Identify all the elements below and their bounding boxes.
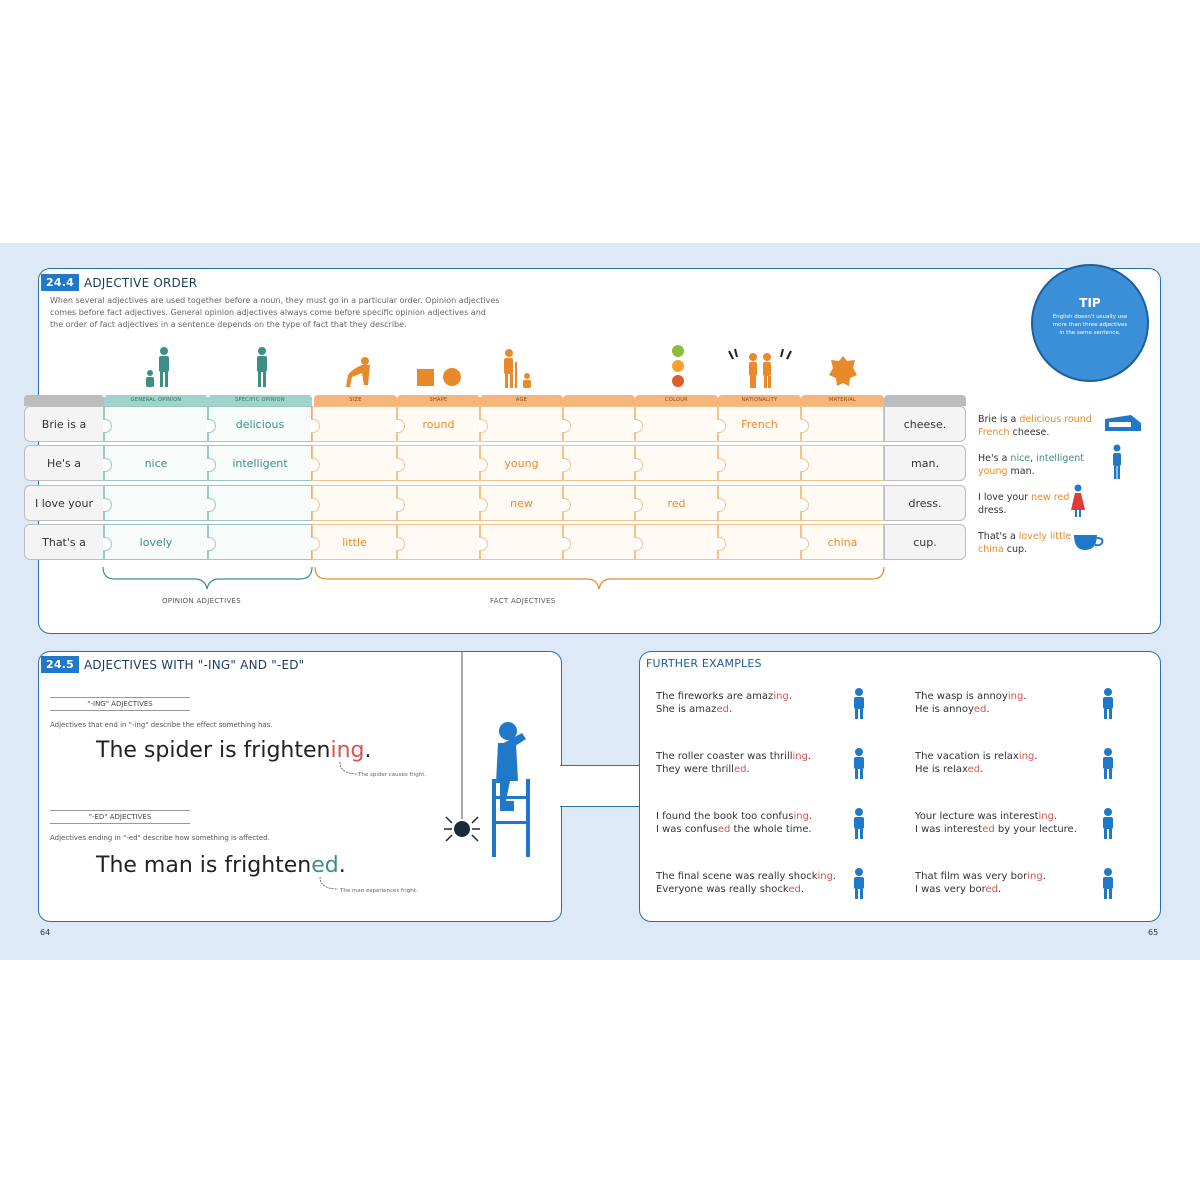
puzzle-notch [311,498,320,512]
text: They were thrill [656,764,734,775]
puzzle-notch [800,537,809,551]
puzzle-notch [800,498,809,512]
text: . [1053,811,1058,822]
sentence-end: . [364,738,372,763]
column-header-subject [24,395,104,406]
puzzle-notch [207,498,216,512]
grid-adjective-cell [480,524,563,560]
puzzle-notch [207,419,216,433]
text: The final scene was really shock [656,871,818,882]
sentence-stem: The man is frighten [96,853,312,878]
family-icon [142,345,182,390]
example-sentence [978,452,1100,478]
ed-ending: ed [788,884,801,895]
section-title: ADJECTIVES WITH "-ING" AND "-ED" [83,657,305,672]
ed-ending: ed [733,764,747,775]
example-sentence [978,491,1073,517]
puzzle-notch [479,498,488,512]
text: He's a [978,453,1011,464]
puzzle-notch [103,419,112,433]
text: The fireworks are amaz [656,691,774,702]
grid-adjective-cell [801,485,884,521]
grid-adjective-cell [208,485,312,521]
fact-word: young [978,466,1008,477]
intro-line: comes before fact adjectives. General opinion adjectives always come before specific opinion adjectives and [50,308,486,317]
ing-line [915,690,1026,703]
ing-ending: ing [1007,691,1024,702]
fireworks-icon [841,684,877,720]
puzzle-notch [311,458,320,472]
square-circle-icon [417,367,463,387]
grid-adjective-cell: nice [104,445,208,481]
ing-ending: ing [1038,811,1054,822]
grid-subject: He's a [24,445,104,481]
text: . [746,764,750,775]
puzzle-notch [634,498,643,512]
ed-ending: ed [982,824,995,835]
grid-adjective-cell: round [397,406,480,442]
people-cheering-icon [725,345,795,390]
text: . [986,704,990,715]
puzzle-notch [479,419,488,433]
column-header: GENERAL OPINION [104,395,208,406]
tip-bubble [1031,264,1149,382]
grid-adjective-cell [104,485,208,521]
ing-ending: ing [330,738,365,763]
grid-adjective-cell [312,485,397,521]
text: . [980,764,984,775]
puzzle-notch [311,419,320,433]
ing-ending: ing [773,691,789,702]
grid-adjective-cell [563,524,635,560]
text: That's a [978,531,1019,542]
ing-line [656,750,811,763]
opinion-adjectives-label: OPINION ADJECTIVES [162,597,242,605]
caption-pointer [338,762,360,778]
text: . [728,704,733,715]
further-example [656,690,792,716]
connector [560,765,640,807]
tip-title: TIP [1079,296,1101,310]
grid-adjective-cell [635,524,718,560]
grid-adjective-cell [563,406,635,442]
text: , [1030,453,1037,464]
grid-adjective-cell: china [801,524,884,560]
column-header-noun [884,395,966,406]
puzzle-notch [103,537,112,551]
ed-ending: ed [973,704,987,715]
frightened-man-on-ladder-icon [440,651,540,861]
grid-adjective-cell: delicious [208,406,312,442]
person-icon [250,345,275,390]
text: cup. [1003,544,1028,555]
ed-line [915,763,1037,776]
fact-words: little china [978,531,1072,555]
ing-ending: ing [792,751,808,762]
cup-icon [1073,533,1105,553]
text: He is annoy [915,704,974,715]
example-sentence [978,530,1073,556]
ed-ending: ed [717,824,731,835]
opinion-word: delicious [1019,414,1062,425]
grid-adjective-cell: lovely [104,524,208,560]
brace-fact [312,565,887,595]
grid-adjective-cell: red [635,485,718,521]
puzzle-notch [562,498,571,512]
text: The vacation is relax [915,751,1019,762]
grid-adjective-cell: young [480,445,563,481]
puzzle-notch [634,419,643,433]
cheese-icon [1103,413,1143,435]
grid-adjective-cell [563,485,635,521]
text: She is amaz [656,704,717,715]
ed-ending: ed [311,853,339,878]
puzzle-notch [562,419,571,433]
ing-line [656,810,812,823]
grid-adjective-cell [718,485,801,521]
grid-adjective-cell [718,524,801,560]
ing-example-sentence [96,738,372,763]
grid-adjective-cell [801,406,884,442]
caption-pointer [318,877,340,893]
puzzle-notch [396,498,405,512]
beach-icon [1090,744,1126,780]
further-example [656,750,811,776]
ing-description: Adjectives that end in "-ing" describe the effect something has. [50,721,273,729]
ing-line [656,870,836,883]
ed-ending: ed [967,764,981,775]
puzzle-notch [311,537,320,551]
ing-caption: The spider causes fright. [358,772,427,778]
ed-line [915,823,1077,836]
leather-hide-icon [828,355,858,388]
brace-opinion [100,565,315,595]
bored-person-icon [1090,864,1126,900]
page-number-right: 65 [1148,928,1159,937]
ed-line [656,703,792,716]
opinion-word: intelligent [1036,453,1084,464]
text: . [997,884,1002,895]
lecture-icon [1090,804,1126,840]
opinion-word: lovely [1018,531,1047,542]
intro-line: When several adjectives are used together before a noun, they must go in a particular order. Opinion adjectives [50,296,500,305]
page-number-left: 64 [40,928,51,937]
grid-adjective-cell: new [480,485,563,521]
wasp-icon [1090,684,1126,720]
sentence-stem: The spider is frighten [96,738,331,763]
text: . [788,691,792,702]
column-header: SPECIFIC OPINION [208,395,312,406]
grid-adjective-cell [635,445,718,481]
ing-ending: ing [793,811,809,822]
old-man-child-icon [497,348,537,390]
grid-adjective-cell [563,445,635,481]
text: the whole time. [730,824,812,835]
grid-adjective-cell [397,445,480,481]
puzzle-notch [103,498,112,512]
ing-line [656,690,792,703]
ed-ending: ed [716,704,729,715]
grid-adjective-cell [480,406,563,442]
ing-ending: ing [1018,751,1035,762]
section-heading-24-5 [41,656,304,673]
puzzle-notch [717,419,726,433]
grid-adjective-cell [312,406,397,442]
text: cheese. [1009,427,1050,438]
intro-line: the order of fact adjectives in a sentence depends on the type of fact that they describe. [50,320,407,329]
text: Your lecture was interest [915,811,1039,822]
grid-adjective-cell [397,485,480,521]
text: The wasp is annoy [915,691,1008,702]
text: man. [1007,466,1035,477]
puzzle-notch [717,537,726,551]
ed-line [656,823,812,836]
further-example [656,810,812,836]
grid-noun: cheese. [884,406,966,442]
grid-noun: cup. [884,524,966,560]
ed-line [656,763,811,776]
text: He is relax [915,764,968,775]
further-example [915,810,1077,836]
dog-icon [340,355,375,390]
ed-line [656,883,836,896]
ing-ending: ing [1027,871,1043,882]
text: . [1023,691,1027,702]
grid-subject: I love your [24,485,104,521]
grid-adjective-cell [635,406,718,442]
puzzle-notch [634,458,643,472]
text: The roller coaster was thrill [656,751,793,762]
traffic-light-icon [670,344,686,388]
column-header: SIZE [314,395,397,406]
text: Brie is a [978,414,1020,425]
puzzle-notch [717,458,726,472]
text: I was interest [915,824,983,835]
ed-description: Adjectives ending in "-ed" describe how something is affected. [50,834,270,842]
puzzle-notch [103,458,112,472]
grid-noun: dress. [884,485,966,521]
grid-adjective-cell [718,445,801,481]
cinema-icon [841,864,877,900]
text: . [832,871,837,882]
puzzle-notch [396,458,405,472]
text: dress. [978,505,1007,516]
puzzle-notch [717,498,726,512]
grid-adjective-cell [104,406,208,442]
roller-coaster-icon [841,744,877,780]
text: I was very bor [915,884,986,895]
text: by your lecture. [994,824,1077,835]
man-icon [1110,444,1124,480]
column-header: AGE [480,395,563,406]
ed-ending: ed [985,884,998,895]
grid-adjective-cell: little [312,524,397,560]
opinion-word: nice [1010,453,1031,464]
further-example [915,690,1026,716]
section-number: 24.5 [41,656,79,673]
further-example [915,750,1037,776]
grid-adjective-cell [801,445,884,481]
grid-adjective-cell: intelligent [208,445,312,481]
tip-text: English doesn't usually use more than three adjectives in the same sentence. [1052,314,1128,336]
text: . [1042,871,1046,882]
grid-subject: Brie is a [24,406,104,442]
section-number: 24.4 [41,274,79,291]
ing-line [915,750,1037,763]
section-title: ADJECTIVE ORDER [83,275,198,290]
ed-example-sentence [96,853,346,878]
ed-adjectives-label: "-ED" ADJECTIVES [50,810,190,824]
text: I found the book too confus [656,811,794,822]
column-header: SHAPE [397,395,480,406]
ing-ending: ing [817,871,833,882]
column-header: MATERIAL [801,395,884,406]
fact-words: round French [978,414,1092,438]
fact-words: new red [1031,492,1070,503]
section-intro [50,295,570,331]
ing-line [915,810,1077,823]
ed-line [915,883,1046,896]
fact-adjectives-label: FACT ADJECTIVES [490,597,556,605]
text: . [800,884,805,895]
text: I love your [978,492,1032,503]
text: . [1034,751,1038,762]
sentence-end: . [338,853,346,878]
column-header: COLOUR [635,395,718,406]
dress-icon [1070,484,1086,518]
grid-adjective-cell [397,524,480,560]
grid-noun: man. [884,445,966,481]
ed-line [915,703,1026,716]
ing-line [915,870,1046,883]
puzzle-notch [800,419,809,433]
grid-adjective-cell: French [718,406,801,442]
puzzle-notch [479,458,488,472]
puzzle-notch [800,458,809,472]
section-heading-24-4 [41,274,197,291]
further-example [915,870,1046,896]
puzzle-notch [207,537,216,551]
column-header [563,395,635,406]
puzzle-notch [562,537,571,551]
confused-person-icon [841,804,877,840]
further-examples-title: FURTHER EXAMPLES [646,657,762,670]
puzzle-notch [479,537,488,551]
column-header: NATIONALITY [718,395,801,406]
text: I was confus [656,824,718,835]
text: That film was very bor [915,871,1028,882]
further-example [656,870,836,896]
grid-adjective-cell [312,445,397,481]
puzzle-notch [207,458,216,472]
text: . [807,751,812,762]
puzzle-notch [634,537,643,551]
puzzle-notch [562,458,571,472]
puzzle-notch [396,419,405,433]
puzzle-notch [396,537,405,551]
example-sentence [978,413,1100,439]
grid-subject: That's a [24,524,104,560]
grid-adjective-cell [208,524,312,560]
ing-adjectives-label: "-ING" ADJECTIVES [50,697,190,711]
text: . [808,811,813,822]
ed-caption: The man experiences fright. [340,888,418,894]
text: Everyone was really shock [656,884,789,895]
